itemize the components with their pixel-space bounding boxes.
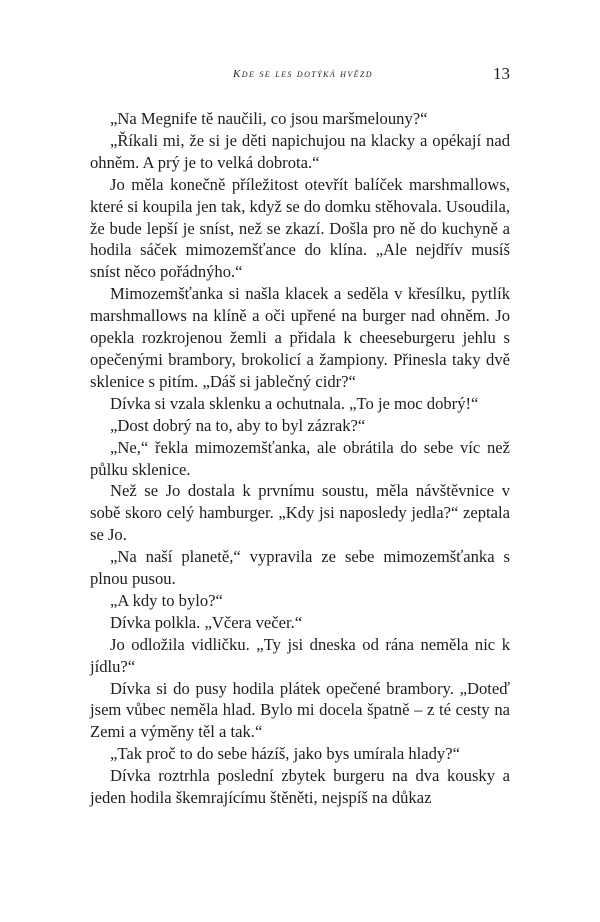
paragraph: „Říkali mi, že si je děti napichujou na klacky a opékají nad ohněm. A prý je to velká dobrota.“ [90, 130, 510, 172]
paragraph: „Ne,“ řekla mimozemšťanka, ale obrátila do sebe víc než půlku sklenice. [90, 437, 510, 479]
page-number: 13 [493, 64, 510, 83]
paragraph: Dívka si do pusy hodila plátek opečené brambory. „Doteď jsem vůbec neměla hlad. Bylo mi docela špatně – z té cesty na Zemi a výměny těl a tak.“ [90, 678, 510, 742]
paragraph: „Tak proč to do sebe házíš, jako bys umírala hlady?“ [110, 744, 460, 764]
running-title: Kde se les dotýká hvězd [233, 68, 373, 80]
paragraph: „Na Megnife tě naučili, co jsou maršmelouny?“ [110, 109, 428, 128]
paragraph: Jo odložila vidličku. „Ty jsi dneska od rána neměla nic k jídlu?“ [90, 634, 510, 676]
paragraph: Jo měla konečně příležitost otevřít balíček marshmallows, které si koupila jen tak, když se do domku stěhovala. Usoudila, že bude lepší je sníst, než se zkazí. Došla pro ně do kuchyně a hodila sáček mimozemšťance do klína. „Ale nejdřív musíš sníst něco pořádnýho.“ [90, 174, 510, 282]
paragraph: „A kdy to bylo?“ [110, 590, 223, 610]
paragraph: „Dost dobrý na to, aby to byl zázrak?“ [110, 415, 366, 435]
running-head [96, 64, 510, 88]
paragraph: Dívka roztrhla poslední zbytek burgeru na dva kousky a jeden hodila škemrajícímu štěněti, nejspíš na důkaz [90, 766, 510, 808]
paragraph: Než se Jo dostala k prvnímu soustu, měla návštěvnice v sobě skoro celý hamburger. „Kdy jsi naposledy jedla?“ zeptala se Jo. [90, 481, 510, 545]
paragraph: „Na naší planetě,“ vypravila ze sebe mimozemšťanka s plnou pusou. [90, 547, 510, 589]
paragraph: Mimozemšťanka si našla klacek a seděla v křesílku, pytlík marshmallows na klíně a oči upřené na burger nad ohněm. Jo opekla rozkrojenou žemli a přidala k cheeseburgeru jehlu s opečenými brambory, brokolicí a žampiony. Přinesla taky dvě sklenice s pitím. „Dáš si jablečný cidr?“ [90, 284, 510, 391]
paragraph: Dívka si vzala sklenku a ochutnala. „To je moc dobrý!“ [110, 393, 479, 413]
paragraph: Dívka polkla. „Včera večer.“ [110, 612, 303, 632]
body-text [90, 108, 510, 809]
